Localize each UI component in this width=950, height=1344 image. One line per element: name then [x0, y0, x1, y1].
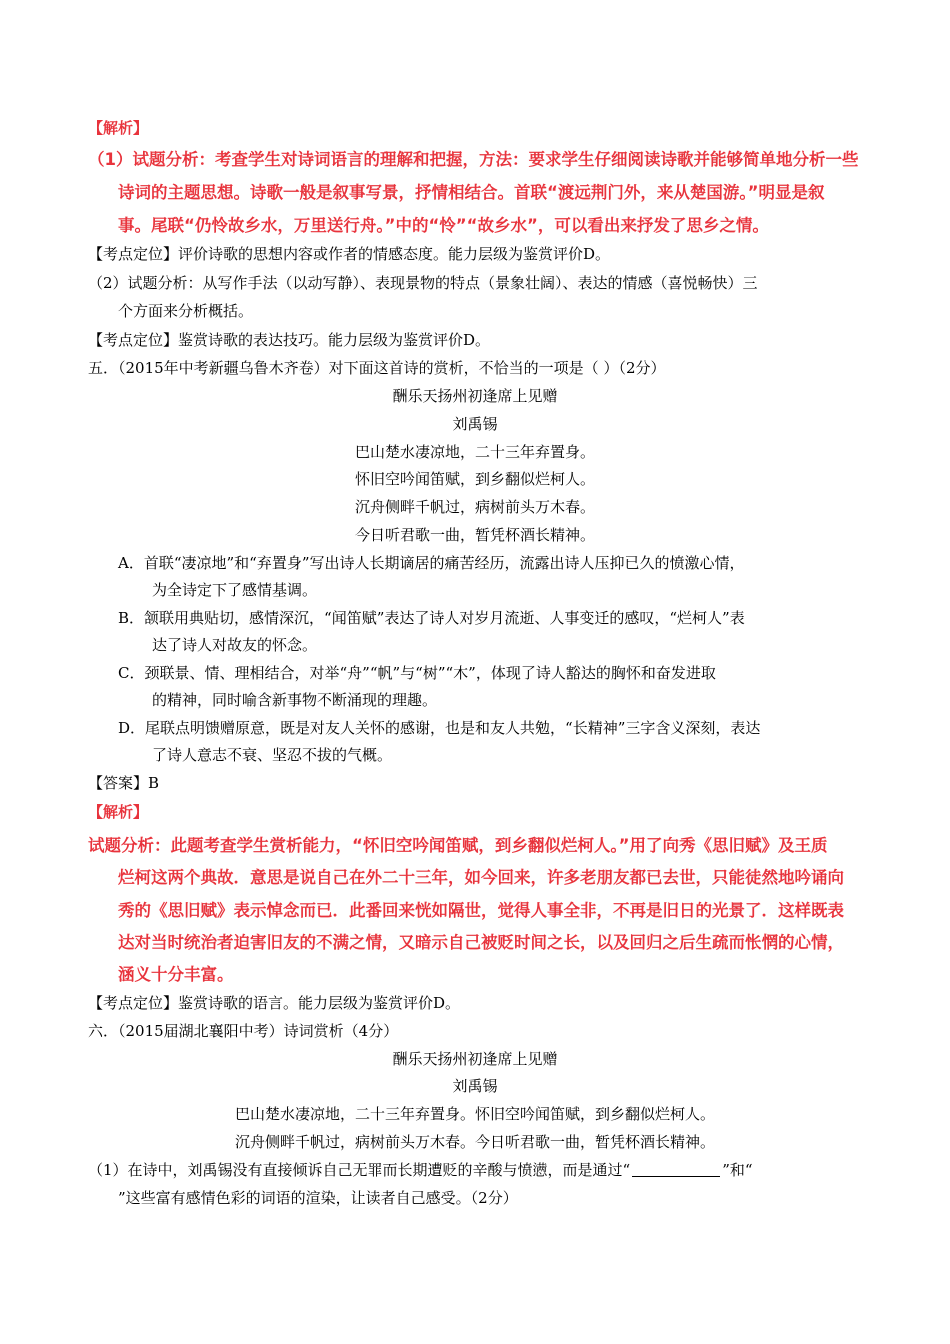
answer-blank[interactable] [632, 1162, 720, 1177]
poem-title: 酬乐天扬州初逢席上见赠 [392, 387, 558, 405]
analysis-label: 【解析】 [88, 803, 149, 821]
analysis-line: 诗词的主题思想。诗歌一般是叙事写景，抒情相结合。首联“渡远荆门外，来从楚国游。”明显是叙 [118, 183, 825, 202]
poem-author: 刘禹锡 [452, 1077, 498, 1095]
analysis-line: 个方面来分析概括。 [118, 302, 254, 320]
analysis-label: 【解析】 [88, 119, 149, 137]
poem-author: 刘禹锡 [452, 415, 498, 433]
analysis-line: 达对当时统治者迫害旧友的不满之情，又暗示自己被贬时间之长，以及回归之后生疏而怅惘的心情， [118, 933, 844, 952]
analysis-line: 涵义十分丰富。 [118, 965, 234, 984]
analysis-line: 事。尾联“仍怜故乡水，万里送行舟。”中的“怜”“故乡水”，可以看出来抒发了思乡之情。 [118, 216, 769, 235]
analysis-line: 烂柯这两个典故．意思是说自己在外二十三年，如今回来，许多老朋友都已去世，只能徒然地吟诵向 [118, 868, 844, 887]
poem-line: 怀旧空吟闻笛赋，到乡翻似烂柯人。 [354, 470, 595, 488]
analysis-line: （2）试题分析：从写作手法（以动写静）、表现景物的特点（景象壮阔）、表达的情感（喜悦畅快）三 [88, 274, 758, 292]
poem-line: 今日听君歌一曲，暂凭杯酒长精神。 [354, 526, 595, 544]
poem-title: 酬乐天扬州初逢席上见赠 [392, 1050, 558, 1068]
poem-line: 巴山楚水凄凉地，二十三年弃置身。 [354, 443, 595, 461]
analysis-line: 试题分析：此题考查学生赏析能力，“怀旧空吟闻笛赋，到乡翻似烂柯人。”用了向秀《思旧赋》及王质 [88, 836, 828, 855]
sub-question-1-cont: ”这些富有感情色彩的词语的渲染，让读者自己感受。（2分） [118, 1189, 518, 1207]
kaodian-line: 【考点定位】评价诗歌的思想内容或作者的情感态度。能力层级为鉴赏评价D。 [88, 245, 611, 263]
kaodian-line: 【考点定位】鉴赏诗歌的表达技巧。能力层级为鉴赏评价D。 [88, 331, 491, 349]
option-a: A．首联“凄凉地”和“弃置身”写出诗人长期谪居的痛苦经历，流露出诗人压抑已久的愤激心情， [118, 554, 745, 572]
option-a-cont: 为全诗定下了感情基调。 [152, 581, 318, 599]
analysis-line: 秀的《思旧赋》表示悼念而已．此番回来恍如隔世，觉得人事全非，不再是旧日的光景了．这样既表 [118, 901, 844, 920]
kaodian-line: 【考点定位】鉴赏诗歌的语言。能力层级为鉴赏评价D。 [88, 994, 461, 1012]
option-b: B．颔联用典贴切，感情深沉，“闻笛赋”表达了诗人对岁月流逝、人事变迁的感叹，“烂柯人”表 [118, 609, 745, 627]
option-d-cont: 了诗人意志不衰、坚忍不拔的气概。 [152, 746, 393, 764]
question-heading: 六．（2015届湖北襄阳中考）诗词赏析（4分） [88, 1022, 399, 1040]
analysis-line: （1）试题分析：考查学生对诗词语言的理解和把握，方法：要求学生仔细阅读诗歌并能够简单地分析一些 [88, 150, 859, 169]
option-c: C．颈联景、情、理相结合，对举“舟”“帆”与“树”“木”，体现了诗人豁达的胸怀和奋发进取 [118, 664, 716, 682]
sub-question-text: ”和“ [722, 1161, 753, 1179]
poem-line: 巴山楚水凄凉地，二十三年弃置身。怀旧空吟闻笛赋，到乡翻似烂柯人。 [234, 1105, 715, 1123]
option-b-cont: 达了诗人对故友的怀念。 [152, 636, 318, 654]
poem-line: 沉舟侧畔千帆过，病树前头万木春。 [354, 498, 595, 516]
option-d: D．尾联点明馈赠原意，既是对友人关怀的感谢，也是和友人共勉，“长精神”三字含义深刻，表达 [118, 719, 761, 737]
sub-question-text: （1）在诗中，刘禹锡没有直接倾诉自己无罪而长期遭贬的辛酸与愤懑，而是通过“ [88, 1161, 631, 1179]
option-c-cont: 的精神，同时喻含新事物不断涌现的理趣。 [152, 691, 438, 709]
answer: 【答案】B [88, 774, 160, 792]
sub-question-1 [88, 1160, 753, 1180]
question-heading: 五．（2015年中考新疆乌鲁木齐卷）对下面这首诗的赏析，不恰当的一项是（ ）（2分） [88, 359, 666, 377]
poem-line: 沉舟侧畔千帆过，病树前头万木春。今日听君歌一曲，暂凭杯酒长精神。 [234, 1133, 715, 1151]
